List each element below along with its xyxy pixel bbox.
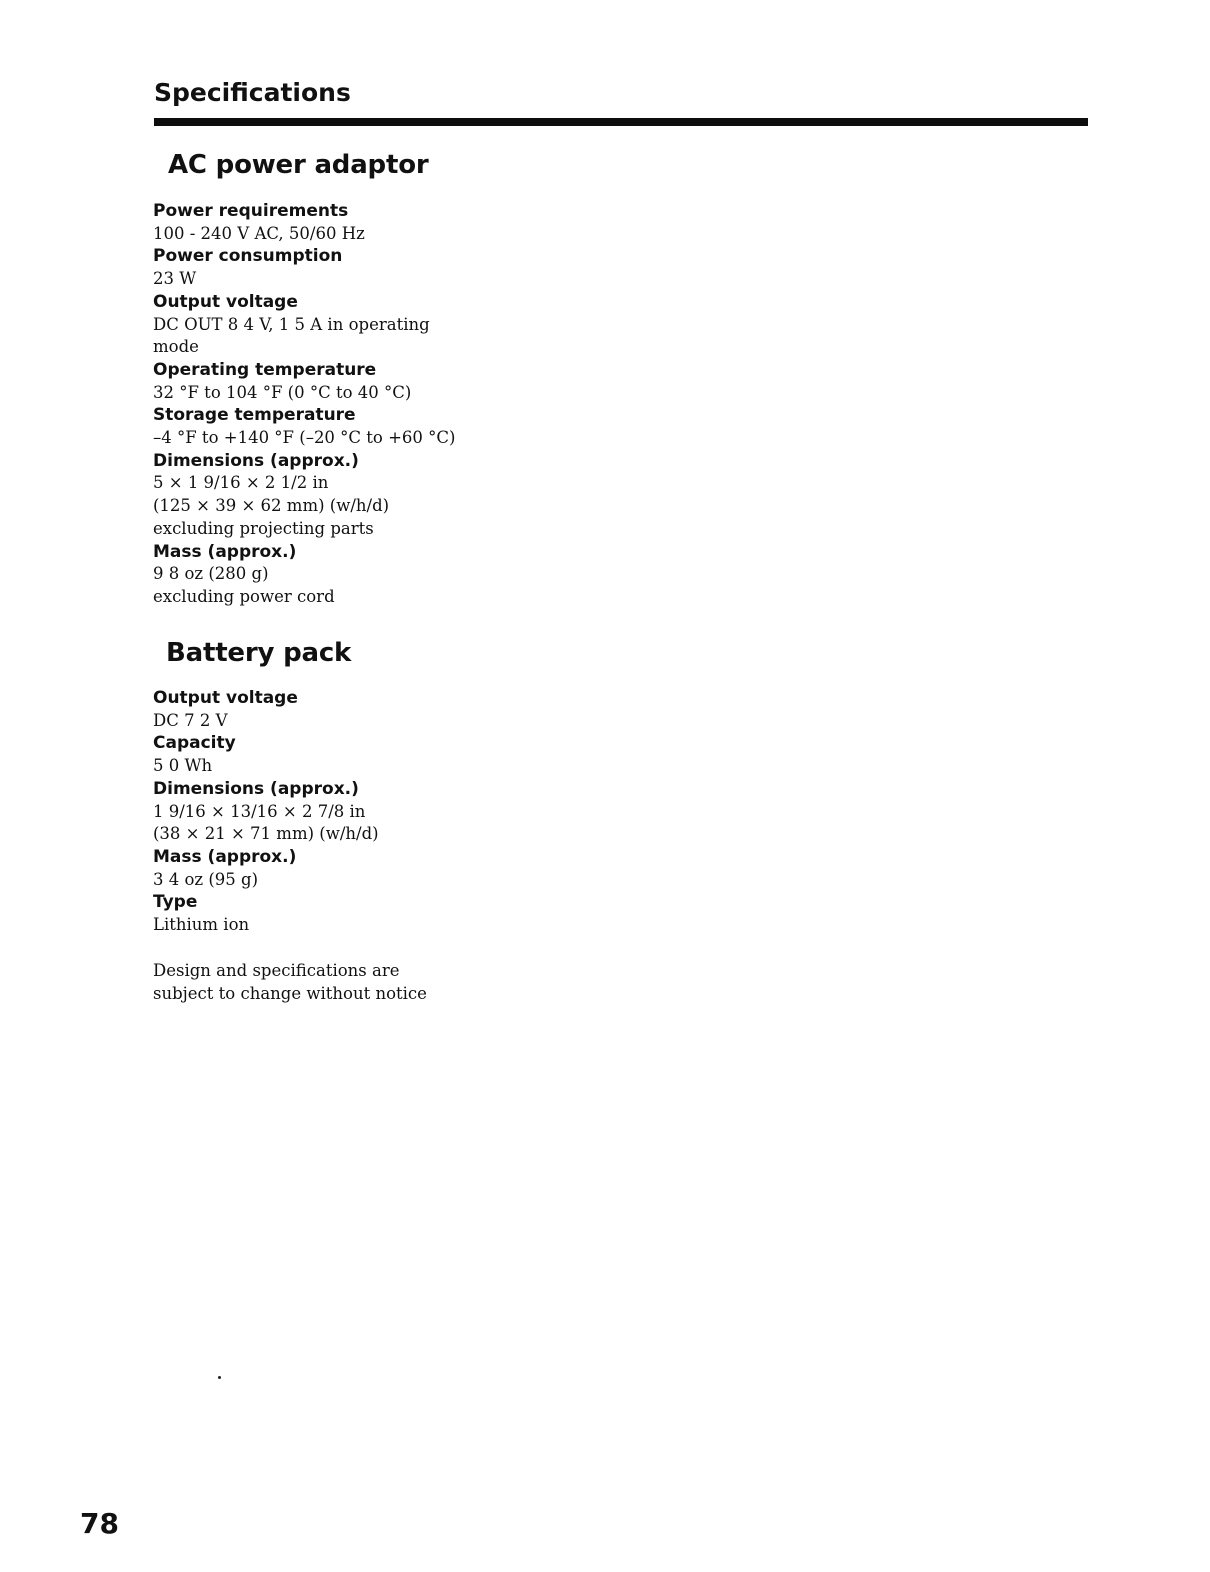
section-heading-ac-power-adaptor: AC power adaptor [168,150,429,180]
spec-value: 5 0 Wh [153,756,213,776]
spec-label: Mass (approx.) [153,846,297,867]
spec-list-battery-pack [153,687,573,937]
spec-label: Output voltage [153,291,298,312]
spec-value: Lithium ion [153,915,250,935]
spec-label: Capacity [153,733,236,754]
spec-value: 9 8 oz (280 g) [153,564,269,584]
spec-value: excluding power cord [153,586,335,606]
spec-value: 23 W [153,269,197,289]
spec-value: 32 °F to 104 °F (0 °C to 40 °C) [153,382,412,402]
spec-label: Storage temperature [153,405,356,426]
change-notice [153,959,427,1005]
spec-value: 1 9/16 × 13/16 × 2 7/8 in [153,801,366,821]
page-number: 78 [80,1507,119,1540]
spec-label: Power consumption [153,246,343,267]
spec-value: 5 × 1 9/16 × 2 1/2 in [153,473,329,493]
spec-label: Type [153,892,198,913]
spec-value: (38 × 21 × 71 mm) (w/h/d) [153,824,379,844]
spec-label: Operating temperature [153,359,377,380]
page-title: Specifications [154,78,351,107]
spec-value: 3 4 oz (95 g) [153,869,259,889]
spec-list-ac-power-adaptor [153,200,573,609]
spec-value: mode [153,337,199,357]
change-notice-line: subject to change without notice [153,984,427,1003]
title-rule [154,118,1088,126]
spec-value: (125 × 39 × 62 mm) (w/h/d) [153,496,390,516]
stray-mark [218,1376,221,1379]
spec-label: Dimensions (approx.) [153,450,359,471]
section-heading-battery-pack: Battery pack [166,638,352,668]
spec-label: Mass (approx.) [153,541,297,562]
spec-value: DC OUT 8 4 V, 1 5 A in operating [153,314,430,334]
spec-value: excluding projecting parts [153,518,374,538]
spec-value: 100 - 240 V AC, 50/60 Hz [153,223,365,243]
spec-label: Output voltage [153,688,298,708]
spec-label: Dimensions (approx.) [153,778,359,799]
change-notice-line: Design and specifications are [153,961,400,980]
spec-value: –4 °F to +140 °F (–20 °C to +60 °C) [153,428,456,448]
spec-value: DC 7 2 V [153,710,228,730]
spec-label: Power requirements [153,201,349,221]
